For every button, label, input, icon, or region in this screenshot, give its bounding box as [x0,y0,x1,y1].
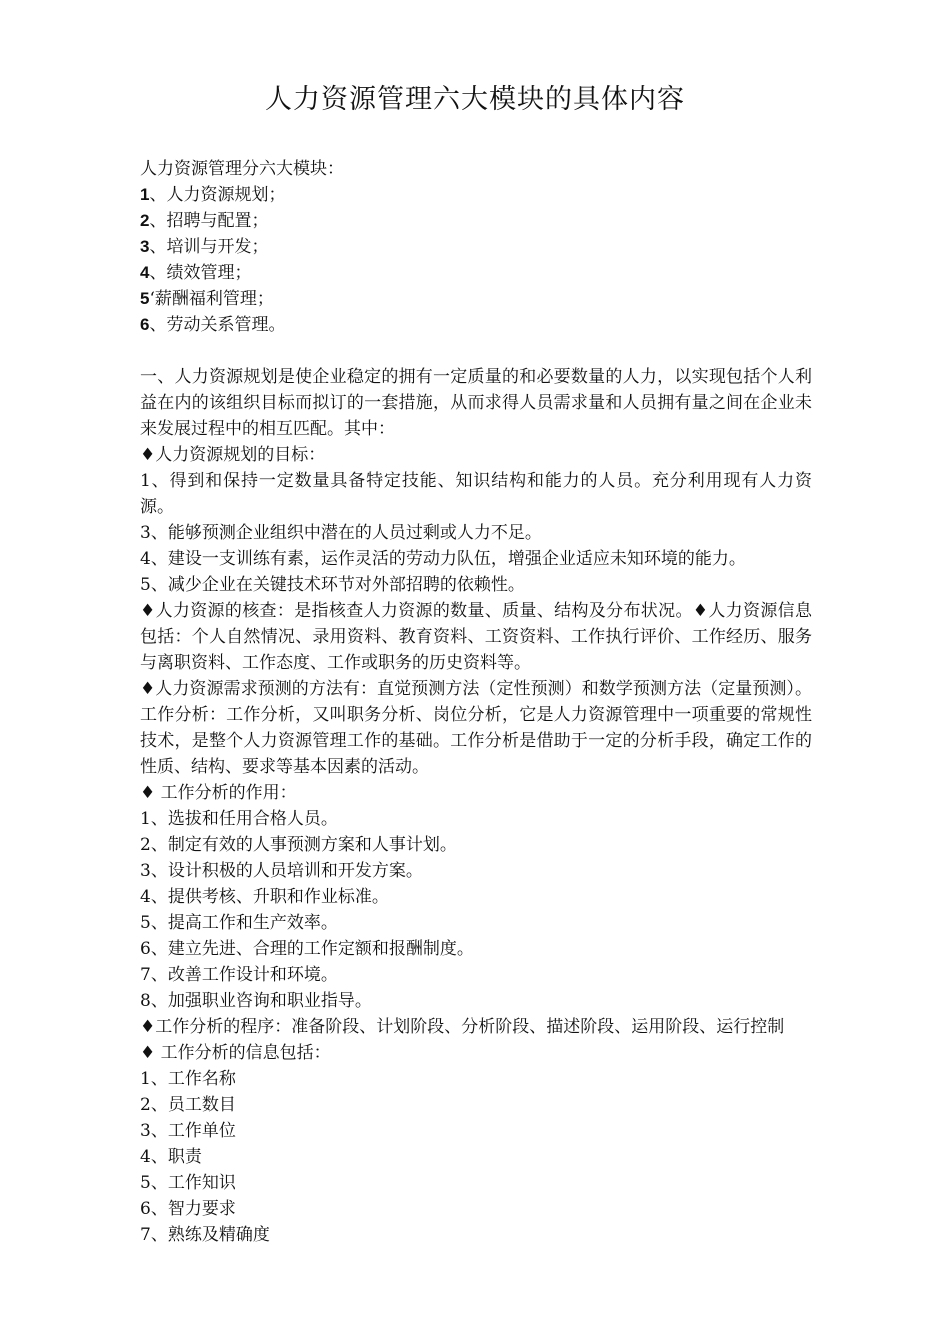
role-heading: ♦ 工作分析的作用： [140,783,297,803]
info-item: 2、员工数目 [140,1095,236,1115]
info-item: 3、工作单位 [140,1121,236,1141]
module-number: 6 [140,315,150,334]
module-number: 4 [140,263,150,282]
procedure-paragraph: ♦工作分析的程序：准备阶段、计划阶段、分析阶段、描述阶段、运用阶段、运行控制 [140,1017,785,1037]
role-item: 4、提供考核、升职和作业标准。 [140,887,389,907]
info-heading: ♦ 工作分析的信息包括： [140,1043,331,1063]
module-separator: ‘ [149,289,155,309]
module-separator: 、 [149,315,167,335]
module-number: 3 [140,237,150,256]
module-text: 薪酬福利管理； [154,289,274,309]
info-item: 7、熟练及精确度 [140,1225,270,1245]
module-text: 培训与开发； [166,237,269,257]
module-number: 5 [140,289,150,308]
module-number: 2 [140,211,150,230]
role-item: 1、选拔和任用合格人员。 [140,809,338,829]
paragraph-spacer [140,338,812,364]
module-separator: 、 [149,185,167,205]
module-item [140,208,812,234]
goal-item: 1、得到和保持一定数量具备特定技能、知识结构和能力的人员。充分利用现有人力资源。 [140,471,812,517]
module-item [140,286,812,312]
info-item: 4、职责 [140,1147,202,1167]
module-item [140,260,812,286]
section-1-intro: 一、人力资源规划是使企业稳定的拥有一定质量的和必要数量的人力，以实现包括个人利益在内的该组织目标而拟订的一套措施，从而求得人员需求量和人员拥有量之间在企业未来发展过程中的相互匹配。其中： [140,367,812,439]
document-body [140,156,812,1248]
goal-item: 4、建设一支训练有素，运作灵活的劳动力队伍，增强企业适应未知环境的能力。 [140,549,746,569]
module-separator: 、 [149,211,167,231]
modules-intro: 人力资源管理分六大模块： [140,159,344,179]
modules-list [140,182,812,338]
module-text: 绩效管理； [166,263,252,283]
module-text: 招聘与配置； [166,211,269,231]
goals-heading: ♦人力资源规划的目标： [140,445,326,465]
role-item: 8、加强职业咨询和职业指导。 [140,991,372,1011]
module-number: 1 [140,185,150,204]
module-item [140,312,812,338]
role-item: 5、提高工作和生产效率。 [140,913,338,933]
document-title: 人力资源管理六大模块的具体内容 [265,84,685,115]
module-separator: 、 [149,237,167,257]
info-item: 6、智力要求 [140,1199,236,1219]
module-text: 人力资源规划； [166,185,286,205]
role-item: 2、制定有效的人事预测方案和人事计划。 [140,835,457,855]
module-item [140,234,812,260]
role-item: 3、设计积极的人员培训和开发方案。 [140,861,423,881]
info-item: 1、工作名称 [140,1069,236,1089]
module-separator: 、 [149,263,167,283]
module-item [140,182,812,208]
module-text: 劳动关系管理。 [166,315,286,335]
info-item: 5、工作知识 [140,1173,236,1193]
forecast-paragraph: ♦人力资源需求预测的方法有：直觉预测方法（定性预测）和数学预测方法（定量预测）。工作分析：工作分析，又叫职务分析、岗位分析，它是人力资源管理中一项重要的常规性技术，是整个人力资源管理工作的基础。工作分析是借助于一定的分析手段，确定工作的性质、结构、要求等基本因素的活动。 [140,679,812,777]
goal-item: 3、能够预测企业组织中潜在的人员过剩或人力不足。 [140,523,542,543]
role-item: 7、改善工作设计和环境。 [140,965,338,985]
role-item: 6、建立先进、合理的工作定额和报酬制度。 [140,939,474,959]
check-paragraph: ♦人力资源的核查：是指核查人力资源的数量、质量、结构及分布状况。♦人力资源信息包括：个人自然情况、录用资料、教育资料、工资资料、工作执行评价、工作经历、服务与离职资料、工作态度、工作或职务的历史资料等。 [140,601,812,673]
goal-item: 5、减少企业在关键技术环节对外部招聘的依赖性。 [140,575,525,595]
